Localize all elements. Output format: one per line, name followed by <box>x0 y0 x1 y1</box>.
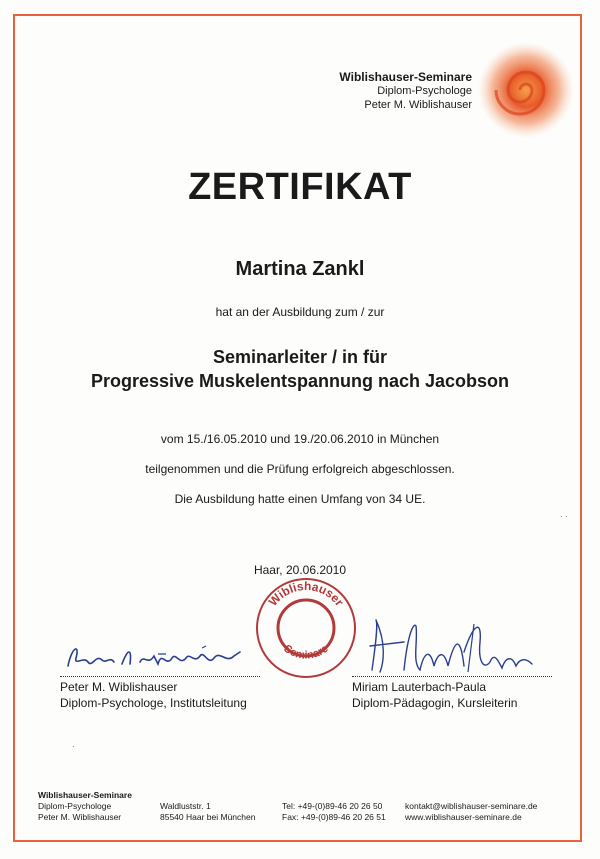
header-subtitle: Diplom-Psychologe <box>377 85 472 97</box>
footer-tel: Tel: +49-(0)89-46 20 26 50 <box>282 801 383 811</box>
svg-text:Wiblishauser: Wiblishauser <box>265 578 347 609</box>
signatory-left-name: Peter M. Wiblishauser <box>60 680 178 694</box>
footer-street: Waldluststr. 1 <box>160 801 211 811</box>
scope-text: Die Ausbildung hatte einen Umfang von 34 UE. <box>174 492 426 506</box>
footer-city: 85540 Haar bei München <box>160 812 256 822</box>
dates-text: vom 15./16.05.2010 und 19./20.06.2010 in München <box>160 432 440 446</box>
intro-text: hat an der Ausbildung zum / zur <box>215 305 385 319</box>
swirl-logo-icon <box>476 40 576 140</box>
svg-text:Seminare: Seminare <box>281 642 331 662</box>
signatory-right-name: Miriam Lauterbach-Paula <box>352 680 487 694</box>
recipient-name: Martina Zankl <box>235 258 365 280</box>
signatory-left <box>60 676 260 711</box>
signature-line <box>352 676 552 677</box>
scan-speck: · · <box>560 512 568 521</box>
footer-email[interactable]: kontakt@wiblishauser-seminare.de <box>405 801 538 811</box>
signatory-right-role: Diplom-Pädagogin, Kursleiterin <box>352 696 518 710</box>
place-date: Haar, 20.06.2010 <box>253 563 347 577</box>
course-line-2: Progressive Muskelentspannung nach Jacobson <box>90 371 510 391</box>
footer-phone <box>282 801 386 823</box>
footer-brand-block <box>38 790 132 823</box>
course-title <box>0 345 600 393</box>
header-letterhead <box>339 70 472 112</box>
header-brand: Wiblishauser-Seminare <box>339 70 472 84</box>
footer-contact <box>405 801 537 823</box>
footer-address <box>160 801 255 823</box>
signature-wiblishauser <box>62 636 272 676</box>
course-line-1: Seminarleiter / in für <box>212 347 388 367</box>
signatory-left-role: Diplom-Psychologe, Institutsleitung <box>60 696 247 710</box>
scan-speck: · <box>72 742 75 751</box>
signature-lauterbach <box>364 612 544 682</box>
header-person: Peter M. Wiblishauser <box>364 99 472 111</box>
footer-subtitle: Diplom-Psychologe <box>38 801 112 811</box>
footer-web[interactable]: www.wiblishauser-seminare.de <box>405 812 522 822</box>
signatory-right <box>352 676 552 711</box>
footer-fax: Fax: +49-(0)89-46 20 26 51 <box>282 812 386 822</box>
footer-brand: Wiblishauser-Seminare <box>38 790 132 800</box>
completion-text: teilgenommen und die Prüfung erfolgreich abgeschlossen. <box>145 462 455 476</box>
footer-person: Peter M. Wiblishauser <box>38 812 122 822</box>
certificate-title: ZERTIFIKAT <box>188 166 412 208</box>
signature-line <box>60 676 260 677</box>
